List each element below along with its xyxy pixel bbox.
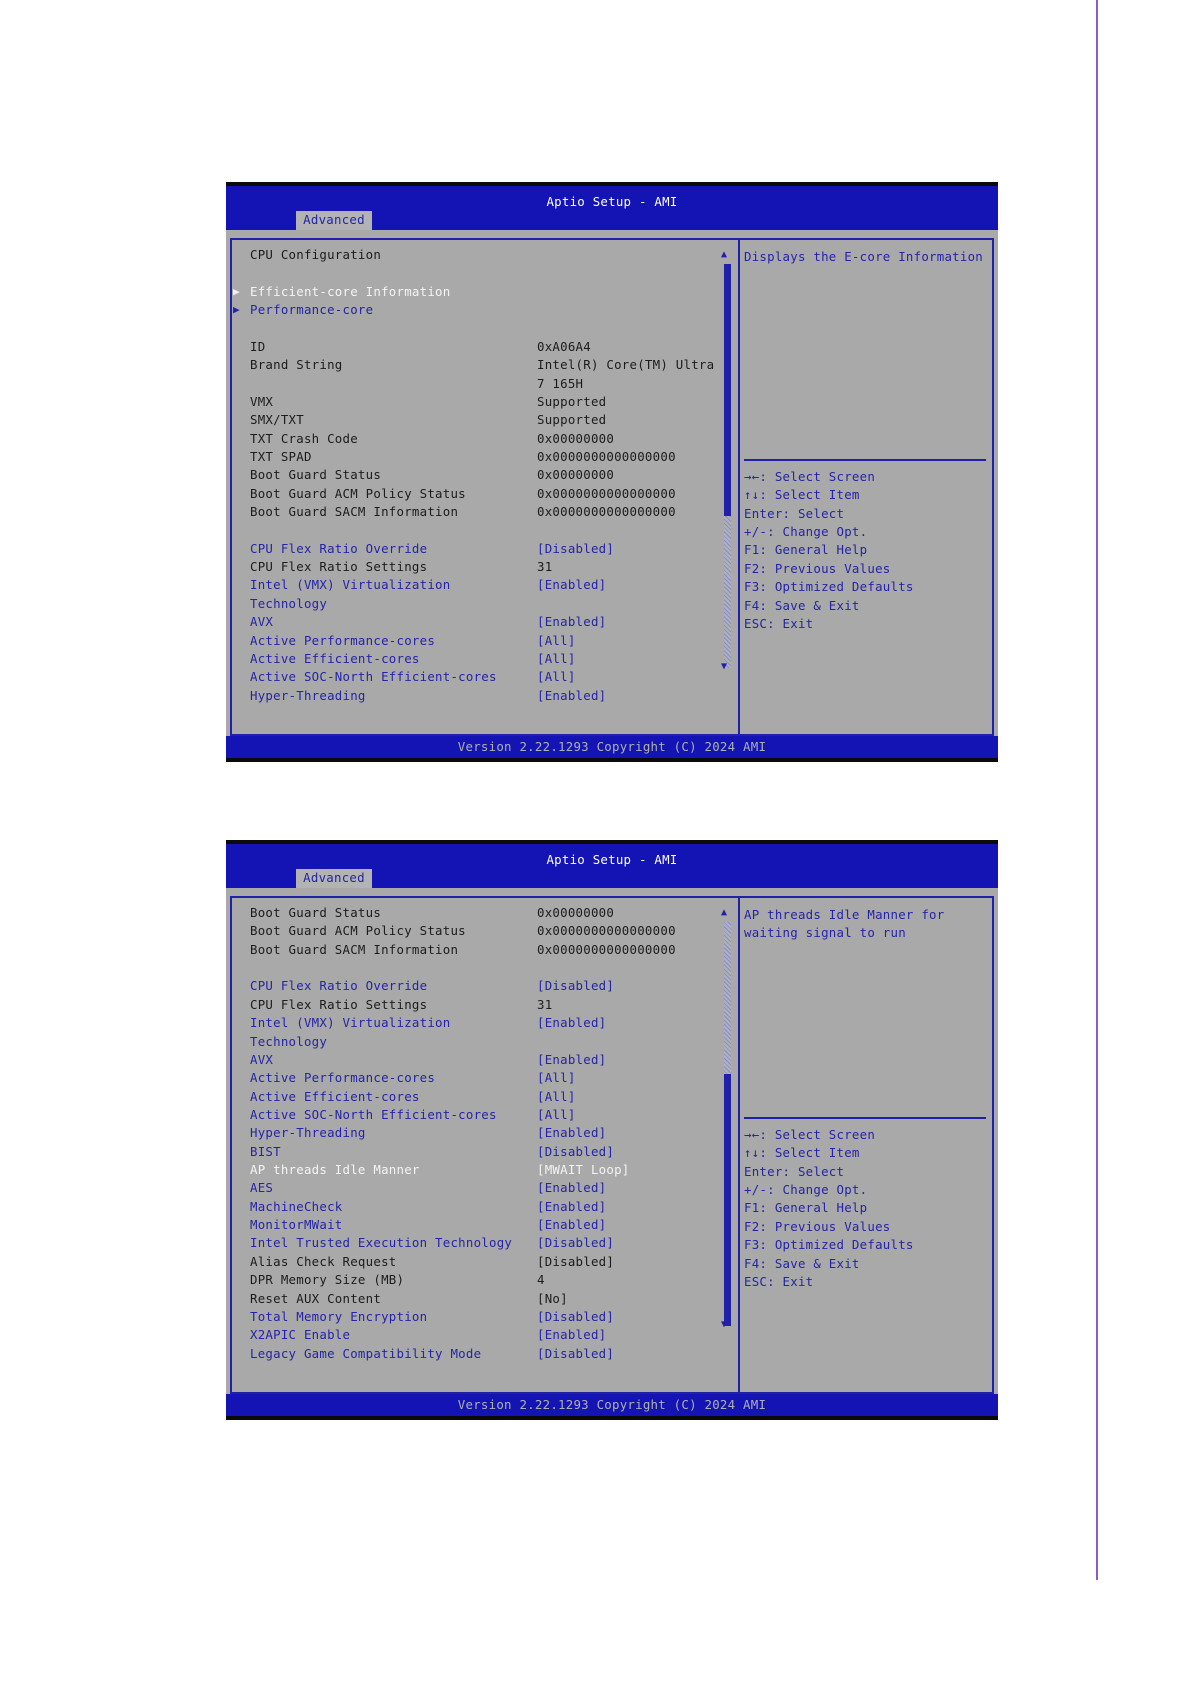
tab-advanced[interactable]: Advanced [296, 211, 372, 230]
setting-row-smx-txt [232, 411, 738, 429]
setting-label: Active SOC-North Efficient-cores [250, 669, 497, 685]
setting-row-avx[interactable] [232, 613, 738, 631]
spacer-row [232, 264, 738, 282]
scroll-up-arrow-icon[interactable]: ▲ [721, 907, 728, 918]
bios-screen-1 [226, 182, 998, 762]
setting-label: AES [250, 1180, 274, 1196]
setting-value[interactable]: [Enabled] [537, 1180, 607, 1196]
setting-value: Intel(R) Core(TM) Ultra [537, 357, 715, 373]
setting-value: [No] [537, 1290, 568, 1306]
setting-label: Active Performance-cores [250, 1070, 436, 1086]
key-hint: F2: Previous Values [744, 1218, 891, 1234]
setting-label: Boot Guard Status [250, 905, 382, 920]
setting-value[interactable]: [Disabled] [537, 978, 615, 994]
settings-panel [230, 896, 740, 1394]
key-hint: F4: Save & Exit [744, 597, 860, 613]
setting-value[interactable]: [Enabled] [537, 687, 607, 703]
setting-row-total-memory-encryption[interactable] [232, 1308, 738, 1326]
setting-value[interactable]: [Enabled] [537, 577, 607, 593]
setting-row-avx[interactable] [232, 1051, 738, 1069]
setting-value[interactable]: [Enabled] [537, 614, 607, 630]
help-text: AP threads Idle Manner for waiting signal to run [744, 907, 945, 941]
setting-row-monitormwait[interactable] [232, 1216, 738, 1234]
setting-label: CPU Flex Ratio Settings [250, 996, 428, 1012]
setting-row-cpu-flex-ratio-settings [232, 558, 738, 576]
setting-value: Supported [537, 393, 607, 409]
spacer-row [232, 959, 738, 977]
setting-label: Reset AUX Content [250, 1290, 382, 1306]
setting-row-machinecheck[interactable] [232, 1198, 738, 1216]
setting-label: DPR Memory Size (MB) [250, 1272, 405, 1288]
setting-value[interactable]: [Enabled] [537, 1217, 607, 1233]
setting-row-legacy-game-compatibility-mode[interactable] [232, 1345, 738, 1363]
setting-row-boot-guard-sacm-information [232, 503, 738, 521]
settings-list [232, 904, 738, 1363]
setting-label: AVX [250, 1051, 274, 1067]
key-hint: +/-: Change Opt. [744, 1182, 868, 1198]
scrollbar-thumb[interactable] [724, 264, 731, 516]
setting-value: 0x0000000000000000 [537, 941, 676, 957]
setting-row-boot-guard-sacm-information [232, 941, 738, 959]
setting-row-txt-crash-code [232, 430, 738, 448]
setting-value[interactable]: [All] [537, 1106, 576, 1122]
key-hint: ↑↓: Select Item [744, 1145, 860, 1161]
setting-row-efficient-core-information[interactable] [232, 283, 738, 301]
setting-label: Brand String [250, 357, 343, 373]
setting-value[interactable]: [Disabled] [537, 1345, 615, 1361]
setting-value: 0x00000000 [537, 467, 615, 483]
setting-value: 0x0000000000000000 [537, 485, 676, 501]
setting-row-id [232, 338, 738, 356]
setting-label: Alias Check Request [250, 1253, 397, 1269]
setting-value[interactable]: [Enabled] [537, 1015, 607, 1031]
setting-value[interactable]: [Disabled] [537, 1308, 615, 1324]
setting-row-active-soc-north-efficient-cores[interactable] [232, 668, 738, 686]
setting-row-alias-check-request [232, 1253, 738, 1271]
settings-panel [230, 238, 740, 736]
key-hint: ESC: Exit [744, 1273, 814, 1289]
help-divider [744, 459, 986, 461]
setting-row-vmx [232, 393, 738, 411]
key-hint: Enter: Select [744, 505, 845, 521]
setting-value: 0x00000000 [537, 905, 615, 920]
setting-row-boot-guard-acm-policy-status [232, 485, 738, 503]
setting-row-cpu-configuration [232, 246, 738, 264]
setting-value[interactable]: [Enabled] [537, 1198, 607, 1214]
setting-value: 4 [537, 1272, 545, 1288]
setting-row-dpr-memory-size-mb [232, 1271, 738, 1289]
setting-label: Active Performance-cores [250, 632, 436, 648]
setting-row-intel-trusted-execution-technology[interactable] [232, 1234, 738, 1252]
scroll-up-arrow-icon[interactable]: ▲ [721, 249, 728, 260]
setting-row-x2apic-enable[interactable] [232, 1326, 738, 1344]
setting-label: CPU Configuration [250, 247, 382, 262]
bios-title: Aptio Setup - AMI [546, 852, 678, 867]
setting-row-active-efficient-cores[interactable] [232, 650, 738, 668]
bios-header [226, 186, 998, 230]
setting-label: VMX [250, 393, 274, 409]
setting-label: Boot Guard ACM Policy Status [250, 485, 466, 501]
setting-value: Supported [537, 412, 607, 428]
key-hint: ESC: Exit [744, 615, 814, 631]
setting-row-txt-spad [232, 448, 738, 466]
spacer-row [232, 319, 738, 337]
setting-row-intel-vmx-virtualization[interactable] [232, 576, 738, 594]
setting-value: [Disabled] [537, 1253, 615, 1269]
key-hint: F3: Optimized Defaults [744, 1237, 914, 1253]
setting-label: Technology [250, 595, 328, 611]
key-legend [744, 1126, 914, 1291]
setting-label: Technology [250, 1033, 328, 1049]
help-panel [740, 896, 994, 1394]
help-text: Displays the E-core Information [744, 249, 984, 264]
help-panel [740, 238, 994, 736]
bios-footer [226, 736, 998, 758]
bios-header [226, 844, 998, 888]
setting-value[interactable]: [MWAIT Loop] [537, 1162, 630, 1178]
setting-row-boot-guard-status [232, 466, 738, 484]
key-legend [744, 468, 914, 633]
key-hint: →←: Select Screen [744, 469, 876, 484]
scrollbar-thumb[interactable] [724, 1074, 731, 1326]
setting-row-aes[interactable] [232, 1179, 738, 1197]
key-hint: F1: General Help [744, 542, 868, 558]
key-hint: F1: General Help [744, 1200, 868, 1216]
version-text: Version 2.22.1293 Copyright (C) 2024 AMI [457, 739, 767, 754]
setting-value: 0x0000000000000000 [537, 448, 676, 464]
setting-row-ap-threads-idle-manner[interactable] [232, 1161, 738, 1179]
key-hint: ↑↓: Select Item [744, 487, 860, 503]
key-hint: F4: Save & Exit [744, 1255, 860, 1271]
setting-label: TXT Crash Code [250, 430, 358, 446]
setting-value[interactable]: [All] [537, 650, 576, 666]
setting-value[interactable]: [Enabled] [537, 1051, 607, 1067]
setting-label: Intel (VMX) Virtualization [250, 1015, 451, 1031]
setting-row-active-soc-north-efficient-cores[interactable] [232, 1106, 738, 1124]
setting-label: Performance-core [250, 302, 374, 318]
setting-label: SMX/TXT [250, 412, 304, 428]
setting-label: Intel Trusted Execution Technology [250, 1235, 513, 1251]
setting-label: X2APIC Enable [250, 1327, 351, 1343]
setting-label: MachineCheck [250, 1198, 343, 1214]
setting-label: Hyper-Threading [250, 1125, 366, 1141]
setting-row-cpu-flex-ratio-override[interactable] [232, 540, 738, 558]
setting-value: 0x0000000000000000 [537, 923, 676, 939]
setting-row-intel-vmx-virtualization[interactable] [232, 1014, 738, 1032]
setting-label: Hyper-Threading [250, 687, 366, 703]
settings-list [232, 246, 738, 705]
setting-label: Boot Guard SACM Information [250, 941, 459, 957]
bios-footer [226, 1394, 998, 1416]
setting-row-technology[interactable] [232, 1033, 738, 1051]
setting-label: Boot Guard Status [250, 467, 382, 483]
setting-value[interactable]: [All] [537, 669, 576, 685]
key-hint: F2: Previous Values [744, 560, 891, 576]
setting-value[interactable]: [Disabled] [537, 1235, 615, 1251]
setting-label: Efficient-core Information [250, 283, 451, 299]
setting-row-7-165h [232, 375, 738, 393]
scroll-down-arrow-icon[interactable]: ▼ [721, 661, 728, 672]
setting-label: MonitorMWait [250, 1217, 343, 1233]
scroll-down-arrow-icon[interactable]: ▼ [721, 1319, 728, 1330]
submenu-arrow-icon: ▶ [233, 284, 240, 298]
setting-value[interactable]: [All] [537, 1088, 576, 1104]
setting-value[interactable]: [Disabled] [537, 1143, 615, 1159]
setting-row-reset-aux-content [232, 1290, 738, 1308]
setting-label: Total Memory Encryption [250, 1308, 428, 1324]
setting-row-boot-guard-status [232, 904, 738, 922]
setting-label: CPU Flex Ratio Override [250, 540, 428, 556]
setting-label: CPU Flex Ratio Override [250, 978, 428, 994]
setting-label: Boot Guard SACM Information [250, 504, 459, 520]
setting-row-hyper-threading[interactable] [232, 687, 738, 705]
setting-label: BIST [250, 1143, 281, 1159]
setting-value: 0x00000000 [537, 430, 615, 446]
setting-row-bist[interactable] [232, 1143, 738, 1161]
setting-value: 7 165H [537, 375, 584, 391]
bios-screen-2 [226, 840, 998, 1420]
setting-label: Active Efficient-cores [250, 650, 420, 666]
setting-label: CPU Flex Ratio Settings [250, 559, 428, 575]
setting-label: TXT SPAD [250, 448, 312, 464]
setting-label: Active SOC-North Efficient-cores [250, 1106, 497, 1122]
setting-row-boot-guard-acm-policy-status [232, 922, 738, 940]
setting-value: 0xA06A4 [537, 338, 591, 354]
key-hint: F3: Optimized Defaults [744, 579, 914, 595]
setting-label: AP threads Idle Manner [250, 1162, 420, 1178]
setting-row-active-performance-cores[interactable] [232, 1069, 738, 1087]
setting-label: Legacy Game Compatibility Mode [250, 1345, 482, 1361]
setting-label: Active Efficient-cores [250, 1088, 420, 1104]
setting-label: ID [250, 338, 266, 354]
setting-value[interactable]: [All] [537, 632, 576, 648]
setting-row-performance-core[interactable] [232, 301, 738, 319]
setting-row-hyper-threading[interactable] [232, 1124, 738, 1142]
setting-label: Intel (VMX) Virtualization [250, 577, 451, 593]
setting-row-brand-string [232, 356, 738, 374]
setting-label: AVX [250, 614, 274, 630]
setting-value: 0x0000000000000000 [537, 504, 676, 520]
setting-value: 31 [537, 996, 553, 1012]
bios-title: Aptio Setup - AMI [546, 194, 678, 209]
key-hint: →←: Select Screen [744, 1127, 876, 1142]
setting-row-cpu-flex-ratio-override[interactable] [232, 977, 738, 995]
key-hint: Enter: Select [744, 1163, 845, 1179]
setting-row-active-efficient-cores[interactable] [232, 1088, 738, 1106]
setting-value: 31 [537, 559, 553, 575]
setting-row-cpu-flex-ratio-settings [232, 996, 738, 1014]
key-hint: +/-: Change Opt. [744, 524, 868, 540]
setting-label: Boot Guard ACM Policy Status [250, 923, 466, 939]
setting-value[interactable]: [Enabled] [537, 1125, 607, 1141]
spacer-row [232, 521, 738, 539]
setting-value[interactable]: [Disabled] [537, 540, 615, 556]
page-margin-rule [1096, 0, 1098, 1580]
setting-value[interactable]: [All] [537, 1070, 576, 1086]
version-text: Version 2.22.1293 Copyright (C) 2024 AMI [457, 1397, 767, 1412]
setting-value[interactable]: [Enabled] [537, 1327, 607, 1343]
setting-row-technology[interactable] [232, 595, 738, 613]
help-divider [744, 1117, 986, 1119]
submenu-arrow-icon: ▶ [233, 303, 240, 317]
setting-row-active-performance-cores[interactable] [232, 632, 738, 650]
tab-advanced[interactable]: Advanced [296, 869, 372, 888]
